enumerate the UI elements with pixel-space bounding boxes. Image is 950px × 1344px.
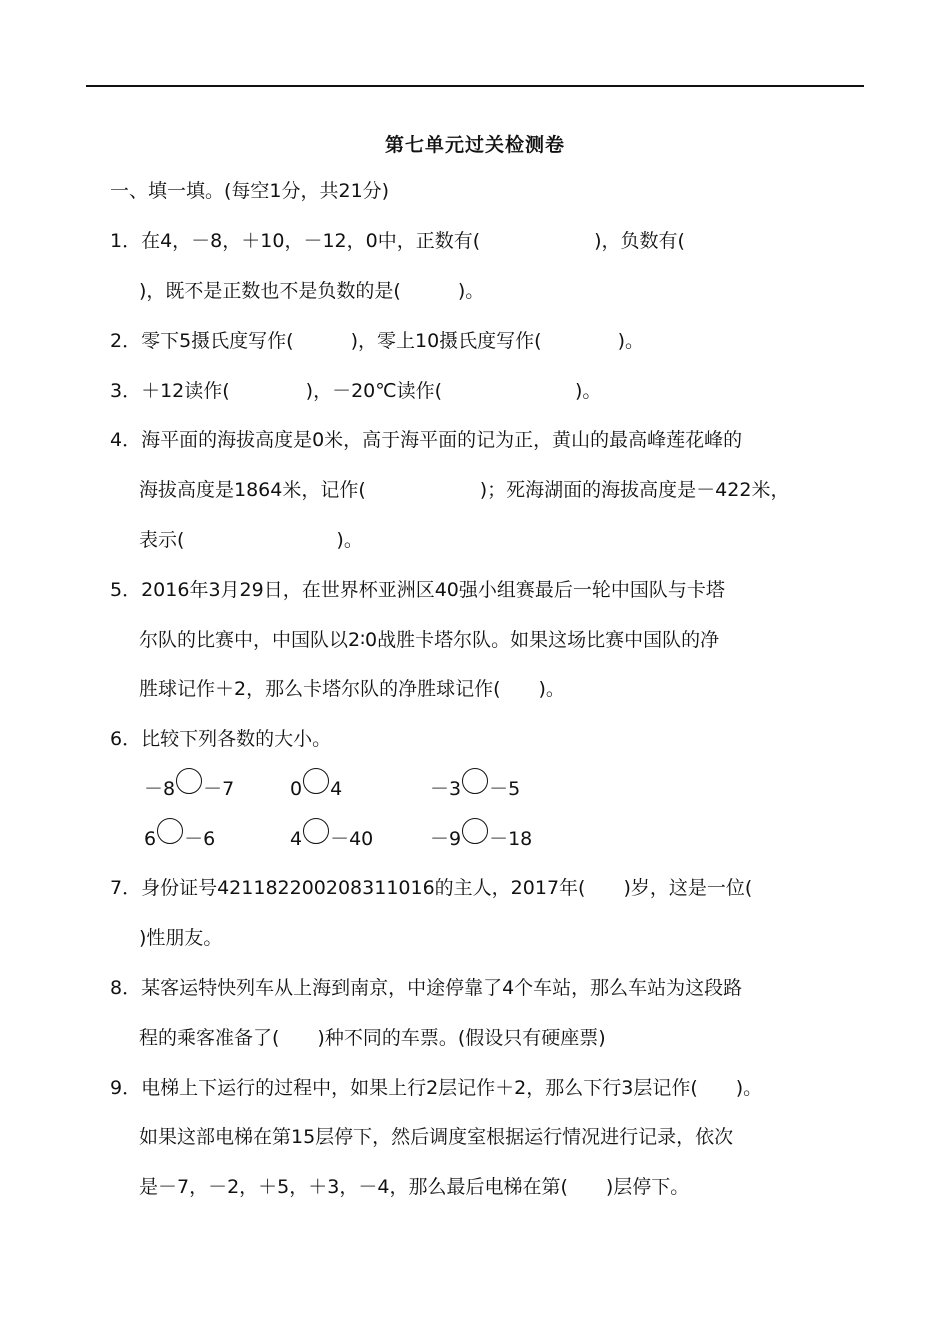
q5-line2: 尔队的比赛中，中国队以2∶0战胜卡塔尔队。如果这场比赛中国队的净: [139, 629, 720, 651]
q6-line1: 6．比较下列各数的大小。: [110, 728, 332, 750]
q7-line2: )性朋友。: [139, 927, 223, 949]
q9-line1: 9．电梯上下运行的过程中，如果上行2层记作＋2，那么下行3层记作( )。: [110, 1077, 763, 1099]
q1-line2: )，既不是正数也不是负数的是( )。: [139, 280, 485, 302]
compare-left: －9: [430, 828, 462, 850]
section-heading: 一、填一填。(每空1分，共21分): [110, 180, 390, 202]
compare-right: －5: [489, 778, 521, 800]
q8-line2: 程的乘客准备了( )种不同的车票。(假设只有硬座票): [139, 1027, 606, 1049]
answer-circle[interactable]: [157, 818, 183, 844]
compare-left: －3: [430, 778, 462, 800]
answer-circle[interactable]: [462, 818, 488, 844]
compare-left: －8: [144, 778, 176, 800]
q5-line3: 胜球记作＋2，那么卡塔尔队的净胜球记作( )。: [139, 678, 565, 700]
compare-left: 4: [290, 828, 303, 850]
compare-item: [430, 776, 520, 804]
answer-circle[interactable]: [303, 818, 329, 844]
compare-item: [144, 776, 234, 804]
q3-line: 3．＋12读作( )，－20℃读作( )。: [110, 380, 602, 402]
q9-line3: 是－7，－2，＋5，＋3，－4，那么最后电梯在第( )层停下。: [139, 1176, 690, 1198]
header-rule: [86, 85, 864, 87]
answer-circle[interactable]: [303, 768, 329, 794]
compare-right: 4: [330, 778, 343, 800]
q1-line1: 1．在4，－8，＋10，－12，0中，正数有( )，负数有(: [110, 230, 685, 252]
compare-right: －6: [184, 828, 216, 850]
q9-line2: 如果这部电梯在第15层停下，然后调度室根据运行情况进行记录，依次: [139, 1126, 734, 1148]
answer-circle[interactable]: [462, 768, 488, 794]
q4-line2: 海拔高度是1864米，记作( )；死海湖面的海拔高度是－422米，: [139, 479, 790, 501]
compare-item: [144, 826, 215, 854]
compare-right: －40: [330, 828, 374, 850]
compare-left: 6: [144, 828, 157, 850]
compare-right: －7: [203, 778, 235, 800]
q4-line1: 4．海平面的海拔高度是0米，高于海平面的记为正，黄山的最高峰莲花峰的: [110, 429, 743, 451]
compare-item: [290, 776, 342, 804]
compare-item: [290, 826, 373, 854]
q5-line1: 5．2016年3月29日，在世界杯亚洲区40强小组赛最后一轮中国队与卡塔: [110, 579, 725, 601]
compare-item: [430, 826, 532, 854]
q4-line3: 表示( )。: [139, 529, 363, 551]
q2-line: 2．零下5摄氏度写作( )，零上10摄氏度写作( )。: [110, 330, 645, 352]
compare-left: 0: [290, 778, 303, 800]
compare-right: －18: [489, 828, 533, 850]
answer-circle[interactable]: [176, 768, 202, 794]
page-title: 第七单元过关检测卷: [384, 134, 565, 156]
q8-line1: 8．某客运特快列车从上海到南京，中途停靠了4个车站，那么车站为这段路: [110, 977, 743, 999]
q7-line1: 7．身份证号421182200208311016的主人，2017年( )岁，这是一位(: [110, 877, 753, 899]
